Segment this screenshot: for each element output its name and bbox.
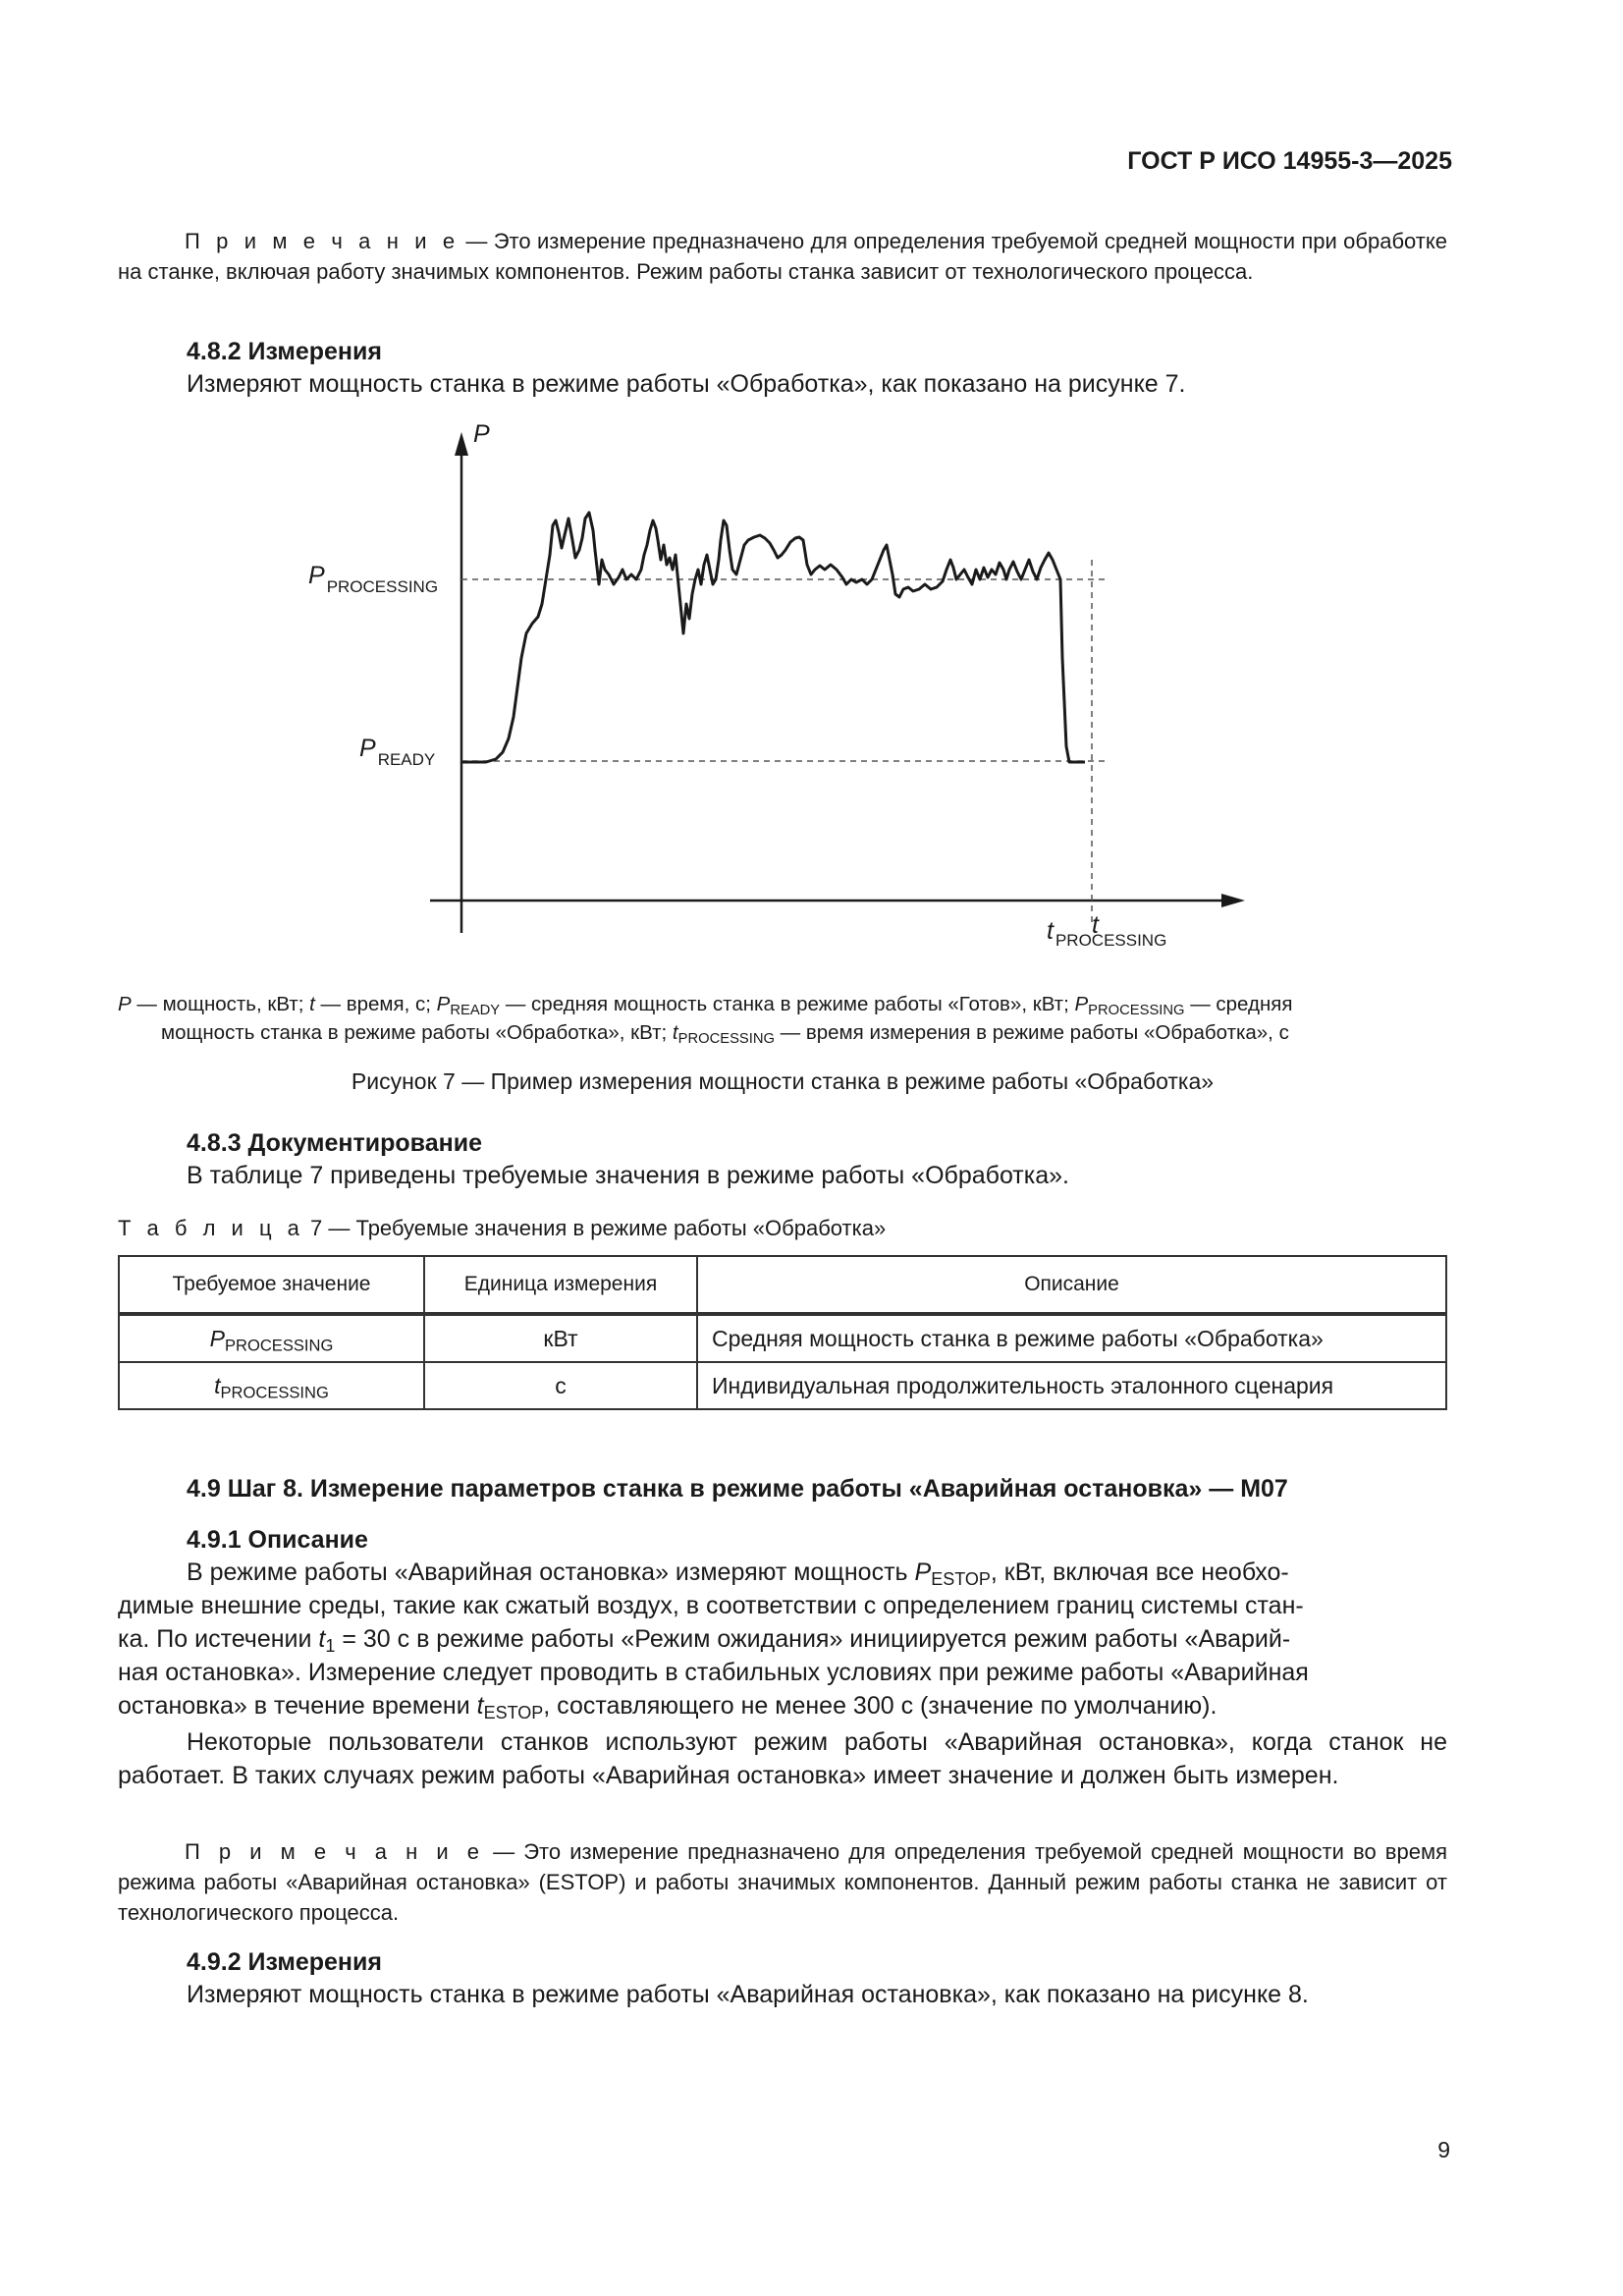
legend-line-2 xyxy=(118,1018,1447,1047)
table-header-row xyxy=(119,1256,1446,1314)
legend-text: — время измерения в режиме работы «Обработка», с xyxy=(774,1021,1289,1044)
symbol-sub: PROCESSING xyxy=(225,1336,334,1355)
legend-text: — средняя xyxy=(1184,993,1293,1015)
text-run: ка. По истечении xyxy=(118,1625,319,1653)
text-line xyxy=(118,1689,1447,1722)
table-label: Т а б л и ц а xyxy=(118,1216,304,1240)
page-number: 9 xyxy=(1437,2137,1450,2162)
x-axis-label: t xyxy=(1092,911,1099,939)
x-axis-arrow xyxy=(1221,894,1245,907)
note-1 xyxy=(118,226,1447,287)
table-cell-symbol xyxy=(119,1362,424,1409)
p-ready-label: P $_{READY}$ xyxy=(359,735,436,769)
table-title-text: 7 — Требуемые значения в режиме работы «Обработка» xyxy=(303,1216,887,1240)
section-text-4-9-1-p2: Некоторые пользователи станков используют режим работы «Аварийная остановка», когда станок не работает. В таких случаях режим работы «Аварийная остановка» имеет значение и должен быть измерен. xyxy=(118,1728,1447,1789)
symbol: P xyxy=(914,1558,932,1586)
p-processing-label: P $_{PROCESSING}$ xyxy=(308,562,439,596)
figure-7-legend xyxy=(118,990,1447,1047)
y-axis-arrow xyxy=(455,432,468,456)
power-curve xyxy=(461,513,1085,762)
section-heading-4-8-3: 4.8.3 Документирование xyxy=(187,1129,482,1157)
text-run: = 30 с в режиме работы «Режим ожидания» инициируется режим работы «Аварий- xyxy=(335,1625,1291,1653)
legend-text: мощность станка в режиме работы «Обработка», кВт; xyxy=(161,1021,673,1044)
symbol: t xyxy=(476,1692,484,1720)
text-run: , составляющего не менее 300 с (значение по умолчанию). xyxy=(543,1692,1217,1720)
y-axis-label: P xyxy=(473,422,490,448)
symbol-sub: 1 xyxy=(325,1636,336,1657)
symbol-sub: ESTOP xyxy=(931,1569,991,1590)
sym-p: P xyxy=(118,993,132,1015)
legend-text: — время, с; xyxy=(314,993,437,1015)
symbol: t xyxy=(214,1372,221,1398)
document-id: ГОСТ Р ИСО 14955-3—2025 xyxy=(1127,147,1452,175)
column-header: Описание xyxy=(697,1256,1446,1314)
section-text-4-8-2: Измеряют мощность станка в режиме работы «Обработка», как показано на рисунке 7. xyxy=(187,370,1186,398)
section-heading-4-8-2: 4.8.2 Измерения xyxy=(187,338,382,365)
table-cell-symbol xyxy=(119,1314,424,1362)
text-line xyxy=(118,1622,1447,1656)
table-cell-desc: Средняя мощность станка в режиме работы «Обработка» xyxy=(697,1314,1446,1362)
section-heading-4-9-2: 4.9.2 Измерения xyxy=(187,1948,382,1976)
table-row xyxy=(119,1314,1446,1362)
sym-p-processing: P xyxy=(1074,993,1089,1015)
text-run: остановка» в течение времени xyxy=(118,1692,477,1720)
note-2 xyxy=(118,1836,1447,1928)
legend-line-1 xyxy=(118,990,1447,1018)
section-text-4-9-2: Измеряют мощность станка в режиме работы «Аварийная остановка», как показано на рисунке 8. xyxy=(187,1981,1309,2008)
table-row xyxy=(119,1362,1446,1409)
sym-p-ready: P xyxy=(436,993,451,1015)
table-cell-unit: кВт xyxy=(424,1314,697,1362)
table-7 xyxy=(118,1255,1447,1410)
t-processing-label: t $_{PROCESSING}$ xyxy=(1047,917,1167,950)
table-7-title xyxy=(118,1216,886,1241)
note-label: П р и м е ч а н и е xyxy=(185,229,460,253)
text-run: В режиме работы «Аварийная остановка» измеряют мощность xyxy=(187,1558,915,1586)
sub-processing: PROCESSING xyxy=(677,1031,775,1048)
sym-t-processing: t xyxy=(672,1021,678,1044)
symbol-sub: PROCESSING xyxy=(220,1383,329,1402)
section-text-4-8-3: В таблице 7 приведены требуемые значения в режиме работы «Обработка». xyxy=(187,1162,1069,1189)
symbol-sub: ESTOP xyxy=(483,1703,544,1723)
table-cell-desc: Индивидуальная продолжительность эталонного сценария xyxy=(697,1362,1446,1409)
note-text: — Это измерение предназначено для определения требуемой средней мощности при обработке на станке, включая работу значимых компонентов. Режим работы станка зависит от технологического процесса. xyxy=(118,229,1447,284)
column-header: Требуемое значение xyxy=(119,1256,424,1314)
text-line: димые внешние среды, такие как сжатый воздух, в соответствии с определением границ системы стан- xyxy=(118,1592,1304,1619)
note-text: — Это измерение предназначено для определения требуемой средней мощности во время режима работы «Аварийная остановка» (ESTOP) и работы значимых компонентов. Данный режим работы станка не зависит от технологического процесса. xyxy=(118,1839,1447,1925)
sub-ready: READY xyxy=(450,1003,501,1019)
section-heading-4-9-1: 4.9.1 Описание xyxy=(187,1526,368,1554)
table-cell-unit: с xyxy=(424,1362,697,1409)
sym-t: t xyxy=(309,993,315,1015)
figure-7-caption: Рисунок 7 — Пример измерения мощности станка в режиме работы «Обработка» xyxy=(351,1068,1215,1094)
section-text-4-9-1 xyxy=(118,1556,1447,1722)
legend-text: — мощность, кВт; xyxy=(131,993,310,1015)
section-heading-4-9: 4.9 Шаг 8. Измерение параметров станка в режиме работы «Аварийная остановка» — М07 xyxy=(187,1475,1288,1503)
column-header: Единица измерения xyxy=(424,1256,697,1314)
legend-text: — средняя мощность станка в режиме работы «Готов», кВт; xyxy=(500,993,1075,1015)
text-run: , кВт, включая все необхо- xyxy=(990,1558,1289,1586)
text-line: ная остановка». Измерение следует проводить в стабильных условиях при режиме работы «Аварийная xyxy=(118,1659,1309,1686)
text-line xyxy=(118,1556,1447,1589)
note-label: П р и м е ч а н и е xyxy=(185,1839,485,1864)
symbol: t xyxy=(318,1625,326,1653)
symbol: P xyxy=(209,1325,225,1351)
sub-processing: PROCESSING xyxy=(1088,1003,1185,1019)
figure-7-chart xyxy=(295,422,1257,962)
